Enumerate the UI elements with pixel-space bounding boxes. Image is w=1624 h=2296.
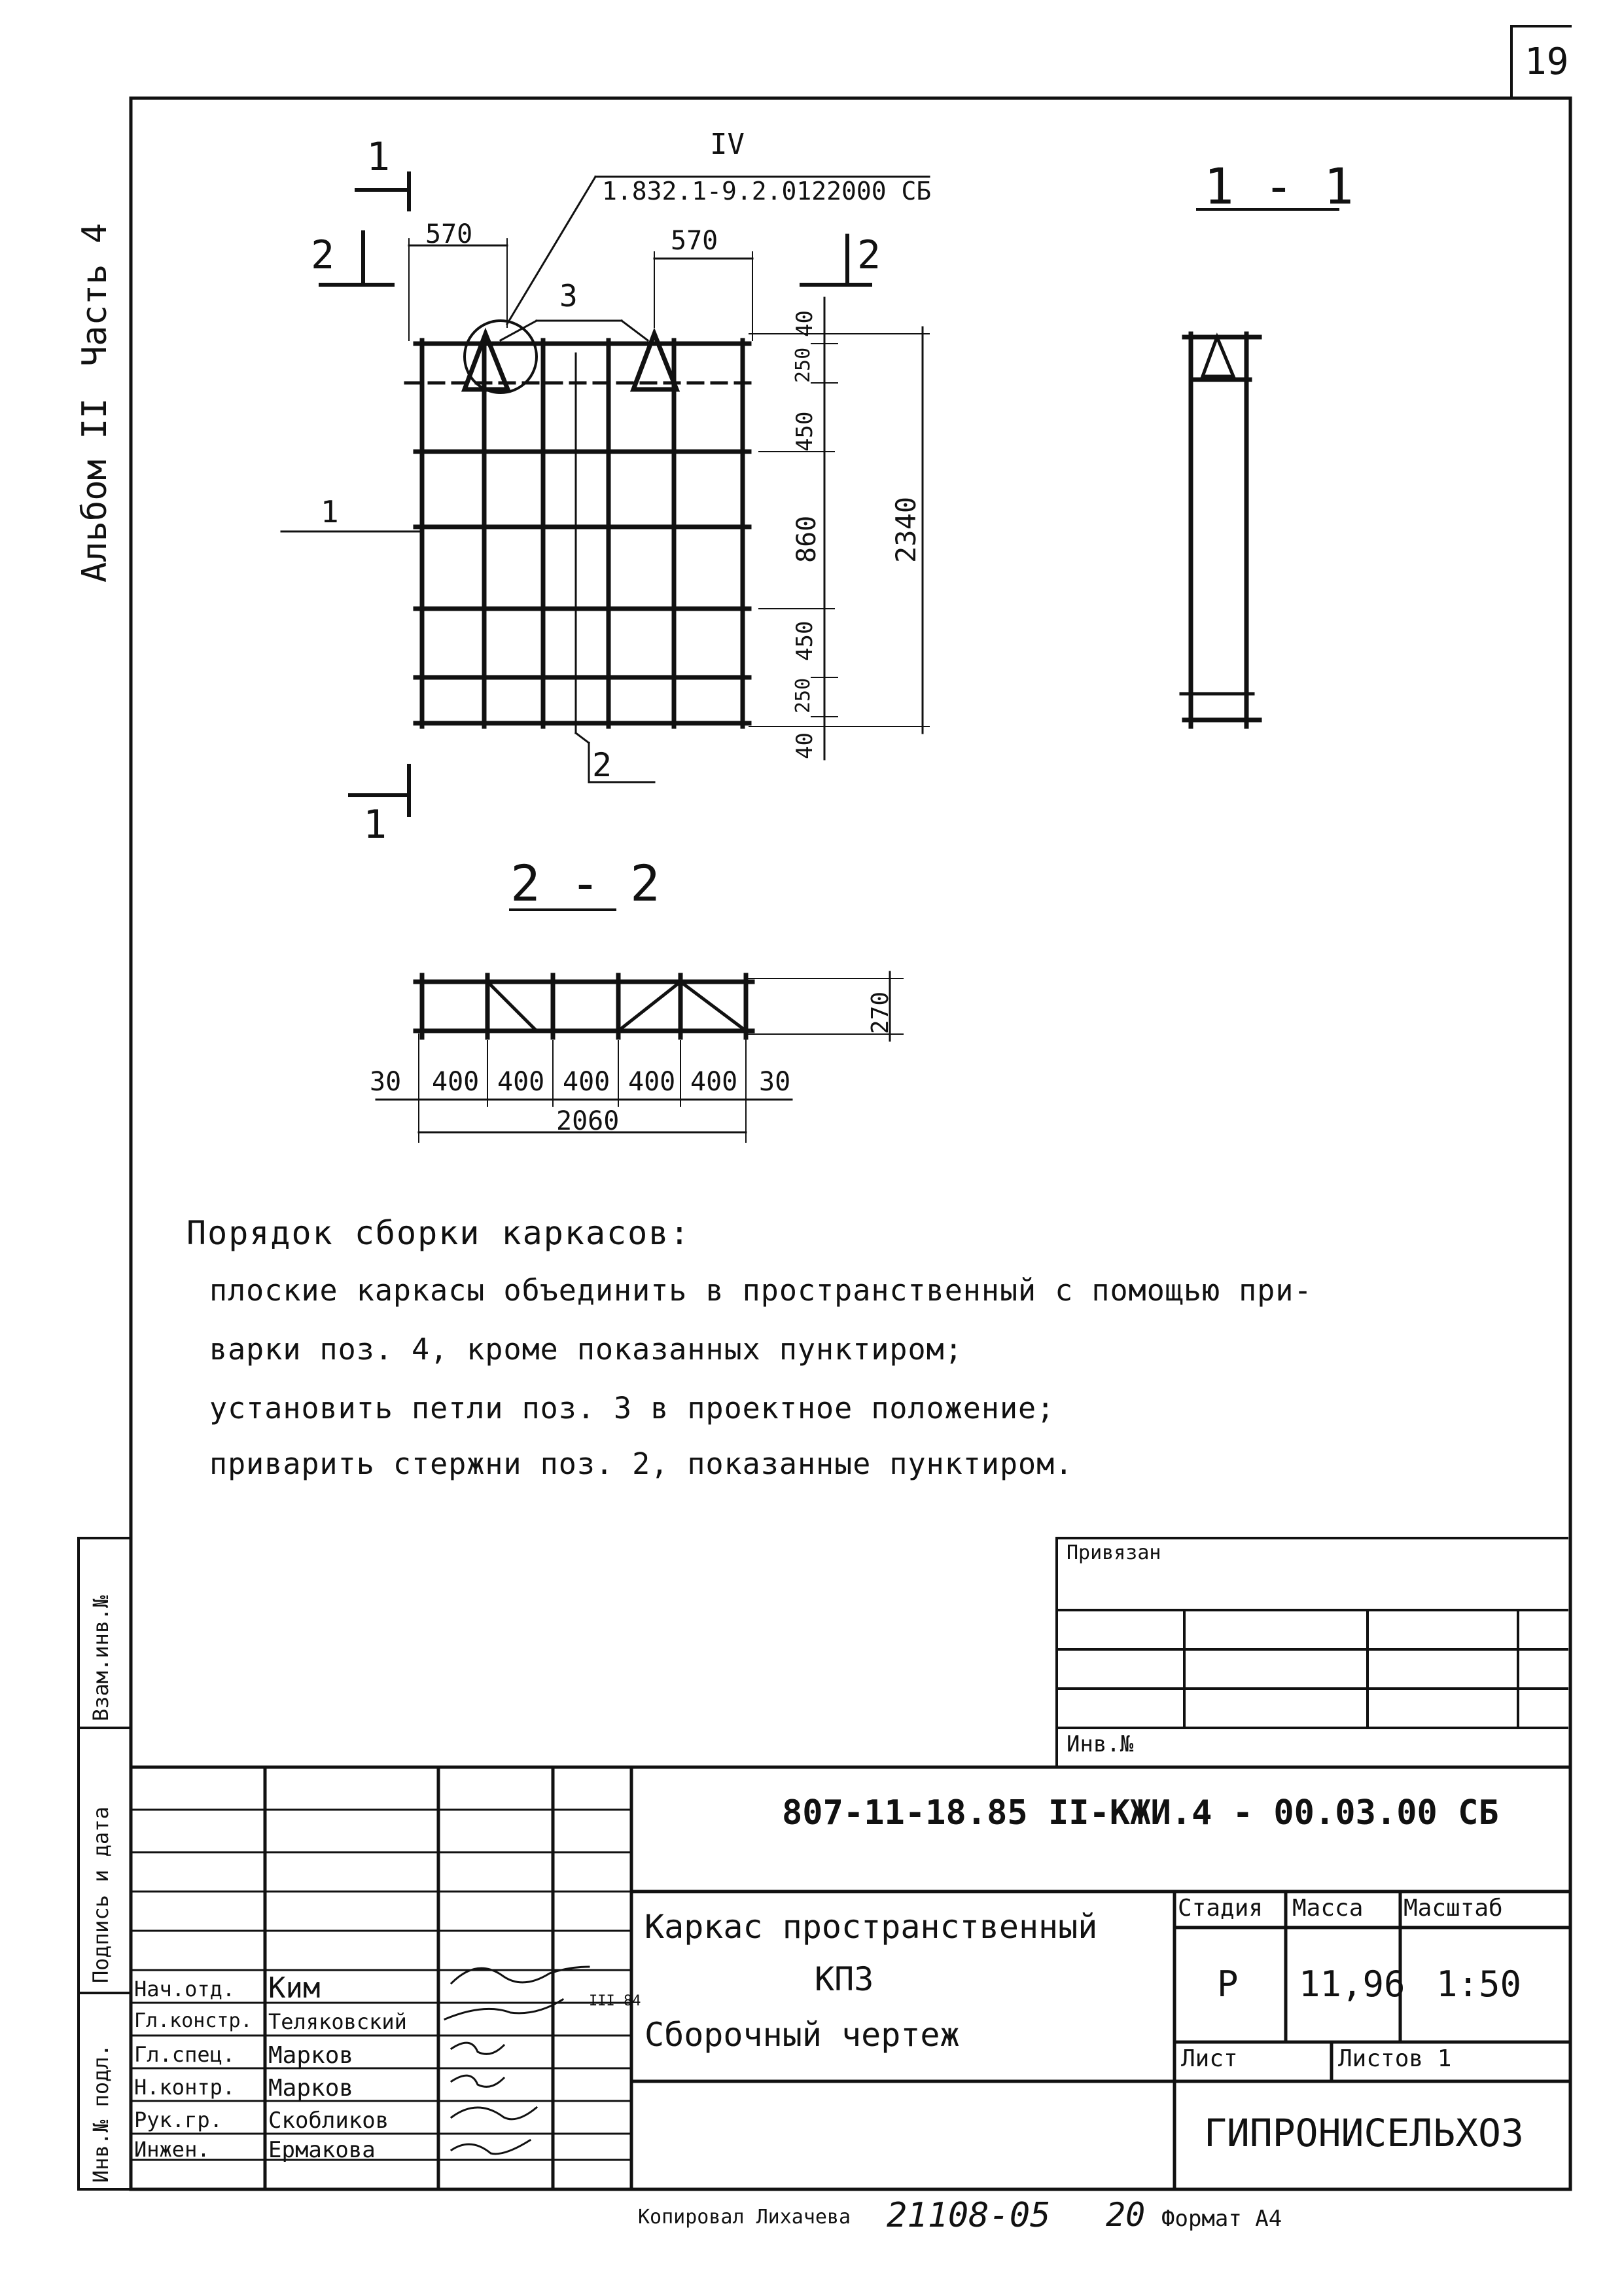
pos-2-label: 2	[592, 746, 612, 784]
side-album-label: Альбом II	[75, 398, 115, 583]
dim-2-2-d: 400	[563, 1067, 610, 1097]
dim-570-left: 570	[425, 219, 473, 249]
dim-2060: 2060	[556, 1106, 620, 1136]
plan-grid	[415, 340, 749, 726]
name-4: Марков	[268, 2075, 354, 2102]
dim-450-top: 450	[792, 411, 818, 452]
section-2-2-title: 2 - 2	[510, 854, 660, 912]
dim-2-2-e: 400	[628, 1067, 676, 1097]
dim-2-2-c: 400	[497, 1067, 545, 1097]
dim-450-bottom: 450	[792, 620, 818, 661]
title-line-1: Каркас пространственный	[644, 1908, 1098, 1946]
notes-line-4: приварить стержни поз. 2, показанные пунктиром.	[209, 1446, 1074, 1481]
document-code: 807-11-18.85 II-КЖИ.4 - 00.03.00 СБ	[782, 1793, 1499, 1833]
sheet-label: Лист	[1181, 2045, 1238, 2072]
pos-3-label: 3	[559, 278, 578, 314]
name-2: Теляковский	[268, 2009, 407, 2034]
mass-header: Масса	[1292, 1895, 1364, 1922]
stage-value: Р	[1217, 1964, 1239, 2005]
role-5: Рук.гр.	[134, 2108, 222, 2132]
binding-label: Привязан	[1067, 1541, 1161, 1564]
side-part-label: Часть 4	[75, 223, 115, 367]
page-number: 20	[1106, 2196, 1146, 2234]
binding-inv-label: Инв.№	[1067, 1731, 1134, 1757]
order-number: 21108-05	[887, 2196, 1051, 2235]
section-mark-2-left: 2	[311, 232, 335, 278]
organization-name: ГИПРОНИСЕЛЬХОЗ	[1204, 2111, 1524, 2155]
callout-roman: IV	[710, 128, 745, 161]
section-mark-2-right: 2	[857, 232, 881, 278]
dim-2-2-b: 400	[432, 1067, 480, 1097]
side-original-inv-label: Инв.№ подл.	[88, 2044, 113, 2183]
dim-40-bottom: 40	[792, 732, 818, 759]
signature-date-1: III 84	[589, 1993, 641, 2009]
scale-value: 1:50	[1436, 1964, 1522, 2005]
scale-header: Масштаб	[1403, 1895, 1503, 1922]
role-2: Гл.констр.	[134, 2009, 253, 2032]
role-1: Нач.отд.	[134, 1977, 236, 2001]
main-frame	[131, 98, 1570, 2189]
callout-reference: 1.832.1-9.2.0122000 СБ	[602, 177, 932, 206]
dim-2-2-a: 30	[370, 1067, 402, 1097]
sheets-label: Листов 1	[1338, 2045, 1452, 2072]
title-line-3: Сборочный чертеж	[644, 2016, 960, 2054]
role-4: Н.контр.	[134, 2075, 236, 2100]
section-1-1-title: 1 - 1	[1204, 157, 1354, 215]
copied-by: Копировал Лихачева	[638, 2206, 851, 2229]
pos-1-label: 1	[321, 494, 339, 529]
side-interchange-label: Взам.инв.№	[88, 1595, 113, 1721]
notes-heading: Порядок сборки каркасов:	[186, 1214, 691, 1252]
notes-line-2: варки поз. 4, кроме показанных пунктиром;	[209, 1332, 963, 1367]
dim-250-top: 250	[792, 347, 815, 383]
name-3: Марков	[268, 2042, 354, 2069]
dim-2-2-f: 400	[690, 1067, 738, 1097]
format-label: Формат А4	[1161, 2206, 1282, 2232]
notes-line-1: плоские каркасы объединить в пространственный с помощью при-	[209, 1273, 1313, 1308]
dim-40-top: 40	[792, 310, 818, 337]
section-1-1-frame	[1184, 334, 1260, 726]
stage-header: Стадия	[1178, 1895, 1263, 1922]
dim-2340: 2340	[890, 496, 922, 563]
name-5: Скобликов	[268, 2108, 389, 2134]
role-3: Гл.спец.	[134, 2042, 236, 2067]
name-1: Ким	[268, 1971, 321, 2005]
dim-270: 270	[867, 991, 894, 1034]
signatures	[445, 1967, 589, 2154]
role-6: Инжен.	[134, 2137, 210, 2162]
side-signature-label: Подпись и дата	[88, 1806, 113, 1983]
section-mark-1-bottom: 1	[363, 802, 387, 848]
mass-value: 11,96	[1299, 1964, 1405, 2005]
section-2-2-frame	[415, 975, 752, 1037]
title-line-2: КП3	[815, 1960, 874, 1998]
dim-2-2-g: 30	[759, 1067, 791, 1097]
dim-860: 860	[792, 515, 822, 563]
dim-570-right: 570	[671, 226, 718, 256]
dim-250-bottom: 250	[792, 677, 815, 713]
name-6: Ермакова	[268, 2137, 376, 2163]
sheet-number: 19	[1525, 41, 1569, 83]
notes-line-3: установить петли поз. 3 в проектное положение;	[209, 1391, 1055, 1426]
section-mark-1-top: 1	[366, 134, 391, 180]
